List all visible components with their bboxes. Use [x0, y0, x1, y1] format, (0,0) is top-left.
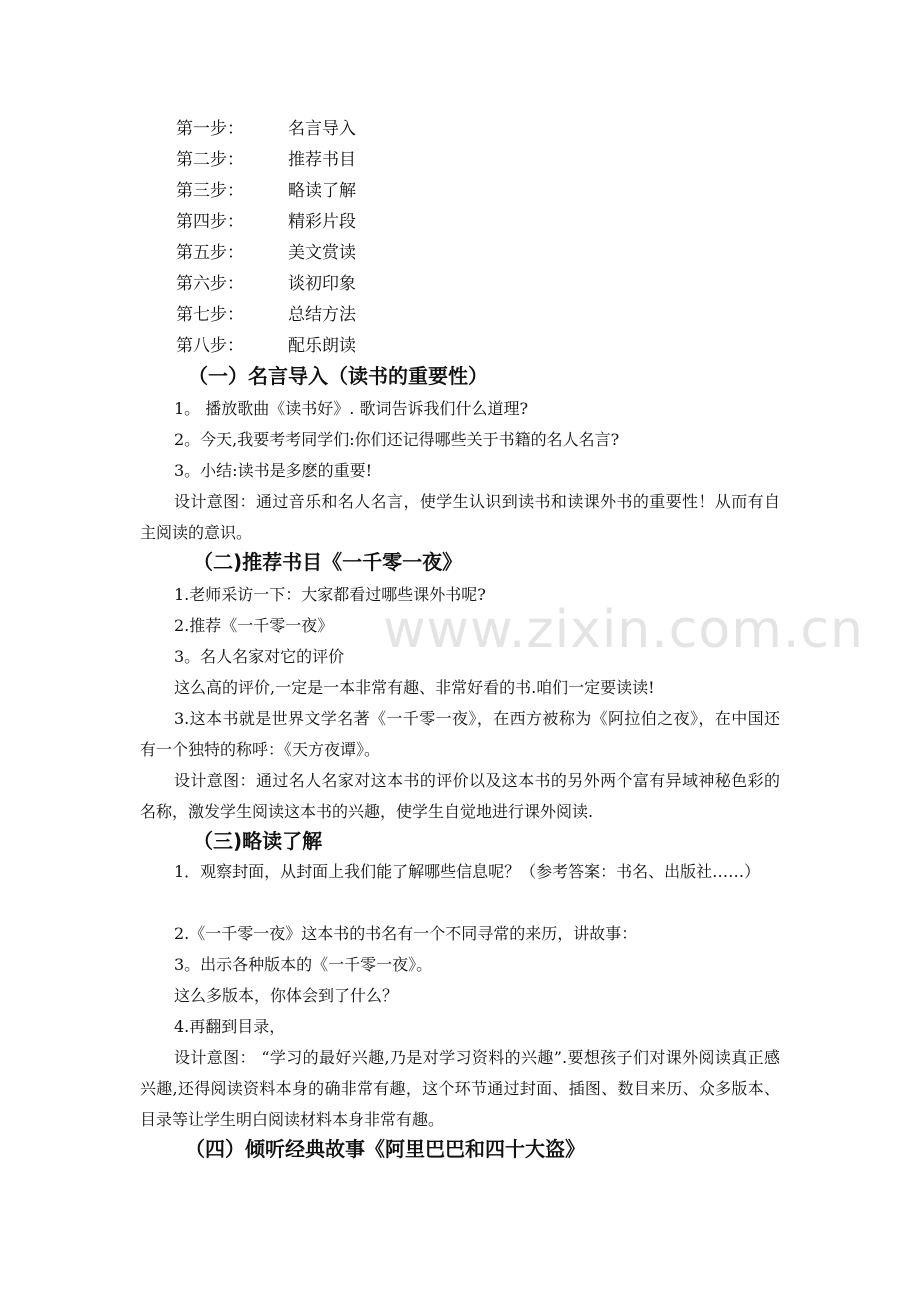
step-item — [176, 145, 356, 176]
paragraph: 4.再翻到目录， — [174, 1017, 286, 1036]
step-item — [176, 300, 356, 331]
step-label: 第二步： — [176, 150, 244, 170]
step-label: 第三步： — [176, 181, 244, 201]
step-item — [176, 207, 356, 238]
step-label: 第七步： — [176, 305, 244, 325]
step-text: 谈初印象 — [288, 274, 356, 294]
paragraph: 3。小结:读书是多麽的重要! — [174, 461, 373, 480]
step-text: 精彩片段 — [288, 212, 356, 232]
step-item — [176, 331, 356, 362]
paragraph: 3。出示各种版本的《一千零一夜》。 — [174, 955, 433, 974]
section-heading: （三)略读了解 — [193, 829, 323, 853]
step-text: 总结方法 — [288, 305, 356, 325]
paragraph: 设计意图：通过音乐和名人名言，使学生认识到读书和读课外书的重要性！从而有自主阅读的意识。 — [140, 492, 780, 542]
paragraph: 3。名人名家对它的评价 — [174, 647, 345, 666]
paragraph: 2。今天,我要考考同学们:你们还记得哪些关于书籍的名人名言? — [174, 430, 620, 449]
step-label: 第四步： — [176, 212, 244, 232]
step-label: 第六步： — [176, 274, 244, 294]
step-text: 略读了解 — [288, 181, 356, 201]
step-text: 美文赏读 — [288, 243, 356, 263]
section-heading: （一）名言导入（读书的重要性） — [188, 364, 488, 388]
step-label: 第一步： — [176, 119, 244, 139]
paragraph: 2.推荐《一千零一夜》 — [174, 616, 334, 635]
section-heading: （二)推荐书目《一千零一夜》 — [193, 550, 463, 574]
paragraph: 2.《一千零一夜》这本书的书名有一个不同寻常的来历，讲故事： — [174, 924, 638, 943]
step-text: 名言导入 — [288, 119, 356, 139]
paragraph: 这么高的评价,一定是一本非常有趣、非常好看的书.咱们一定要读读! — [174, 678, 655, 697]
paragraph: 3.这本书就是世界文学名著《一千零一夜》，在西方被称为《阿拉伯之夜》，在中国还有一个独特的称呼：《天方夜谭》。 — [140, 709, 780, 759]
paragraph: 1．观察封面，从封面上我们能了解哪些信息呢？（参考答案：书名、出版社……） — [174, 862, 761, 881]
step-text: 配乐朗读 — [288, 336, 356, 356]
step-label: 第五步： — [176, 243, 244, 263]
step-item — [176, 114, 356, 145]
step-item — [176, 269, 356, 300]
step-item — [176, 238, 356, 269]
step-item — [176, 176, 356, 207]
paragraph: 1.老师采访一下：大家都看过哪些课外书呢? — [174, 585, 486, 604]
paragraph: 这么多版本，你体会到了什么？ — [174, 986, 399, 1005]
step-label: 第八步： — [176, 336, 244, 356]
step-text: 推荐书目 — [288, 150, 356, 170]
watermark-text: www.zixin.com.cn — [383, 600, 864, 660]
paragraph: 设计意图： “学习的最好兴趣,乃是对学习资料的兴趣”.要想孩子们对课外阅读真正感兴趣,还得阅读资料本身的确非常有趣，这个环节通过封面、插图、数目来历、众多版本、目录等让学生明白阅读材料本身非常有趣。 — [140, 1048, 780, 1129]
paragraph: 1。 播放歌曲《读书好》. 歌词告诉我们什么道理? — [174, 399, 529, 418]
paragraph: 设计意图：通过名人名家对这本书的评价以及这本书的另外两个富有异域神秘色彩的名称，激发学生阅读这本书的兴趣，使学生自觉地进行课外阅读. — [140, 771, 780, 821]
section-heading: （四）倾听经典故事《阿里巴巴和四十大盗》 — [185, 1137, 585, 1161]
